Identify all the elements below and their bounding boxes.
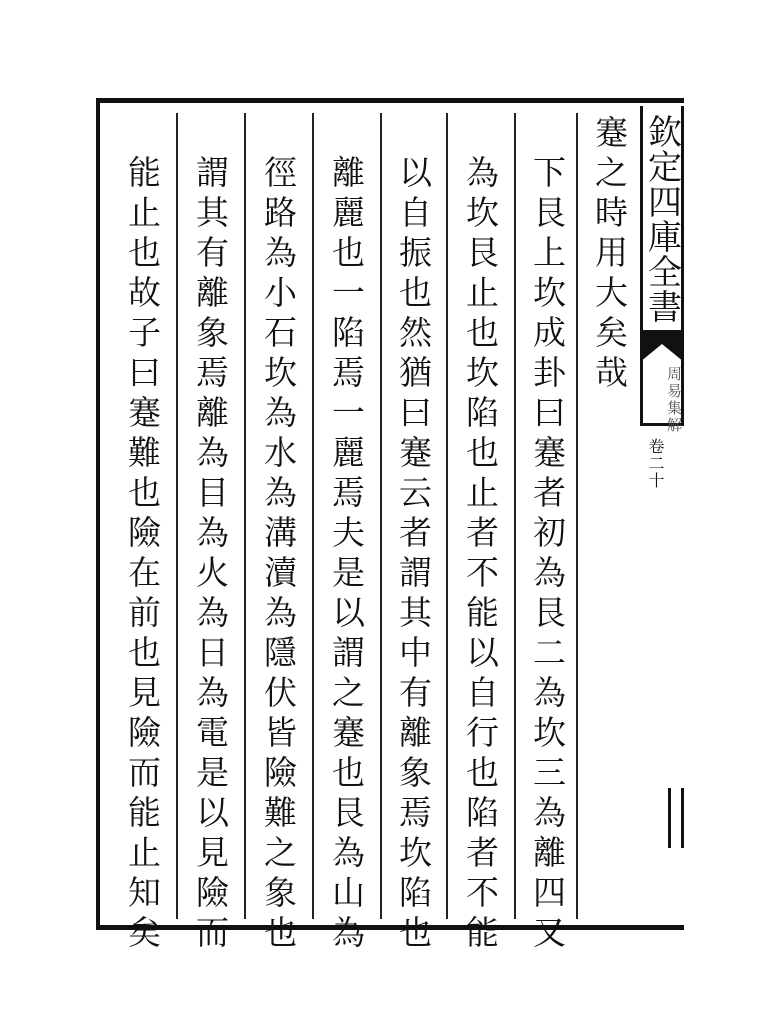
text-column-1 <box>576 103 642 925</box>
column-text: 為坎艮止也坎陷也止者不能以自行也陷者不能 <box>461 155 500 955</box>
juan-number: 卷二十 <box>646 438 665 489</box>
text-column-6 <box>244 103 312 955</box>
page-frame <box>96 98 684 955</box>
collection-title: 欽定四庫全書 <box>641 114 682 324</box>
column-rule <box>244 113 246 919</box>
column-text: 徑路為小石坎為水為溝瀆為隱伏皆險難之象也 <box>259 155 298 955</box>
margin-tick-mark <box>668 788 684 848</box>
text-column-3 <box>446 103 514 955</box>
page-margin-band <box>640 98 684 930</box>
column-text: 蹇之時用大矣哉 <box>590 115 629 395</box>
column-text: 下艮上坎成卦曰蹇者初為艮二為坎三為離四又 <box>528 155 567 955</box>
column-rule <box>514 113 516 919</box>
text-column-7 <box>176 103 244 955</box>
column-rule <box>380 113 382 919</box>
text-column-2 <box>514 103 580 955</box>
column-text: 離麗也一陷焉一麗焉夫是以謂之蹇也艮為山為 <box>327 155 366 955</box>
column-rule <box>312 113 314 919</box>
text-column-8 <box>108 103 176 955</box>
column-text: 謂其有離象焉離為目為火為日為電是以見險而 <box>191 155 230 955</box>
book-title: 周易集解 <box>665 366 683 434</box>
column-rule <box>446 113 448 919</box>
text-column-4 <box>380 103 446 955</box>
column-rule <box>176 113 178 919</box>
column-text: 能止也故子曰蹇難也險在前也見險而能止知矣 <box>123 155 162 955</box>
text-column-5 <box>312 103 380 955</box>
column-text: 以自振也然猶曰蹇云者謂其中有離象焉坎陷也 <box>394 155 433 955</box>
fishtail-mark-icon <box>640 330 684 362</box>
